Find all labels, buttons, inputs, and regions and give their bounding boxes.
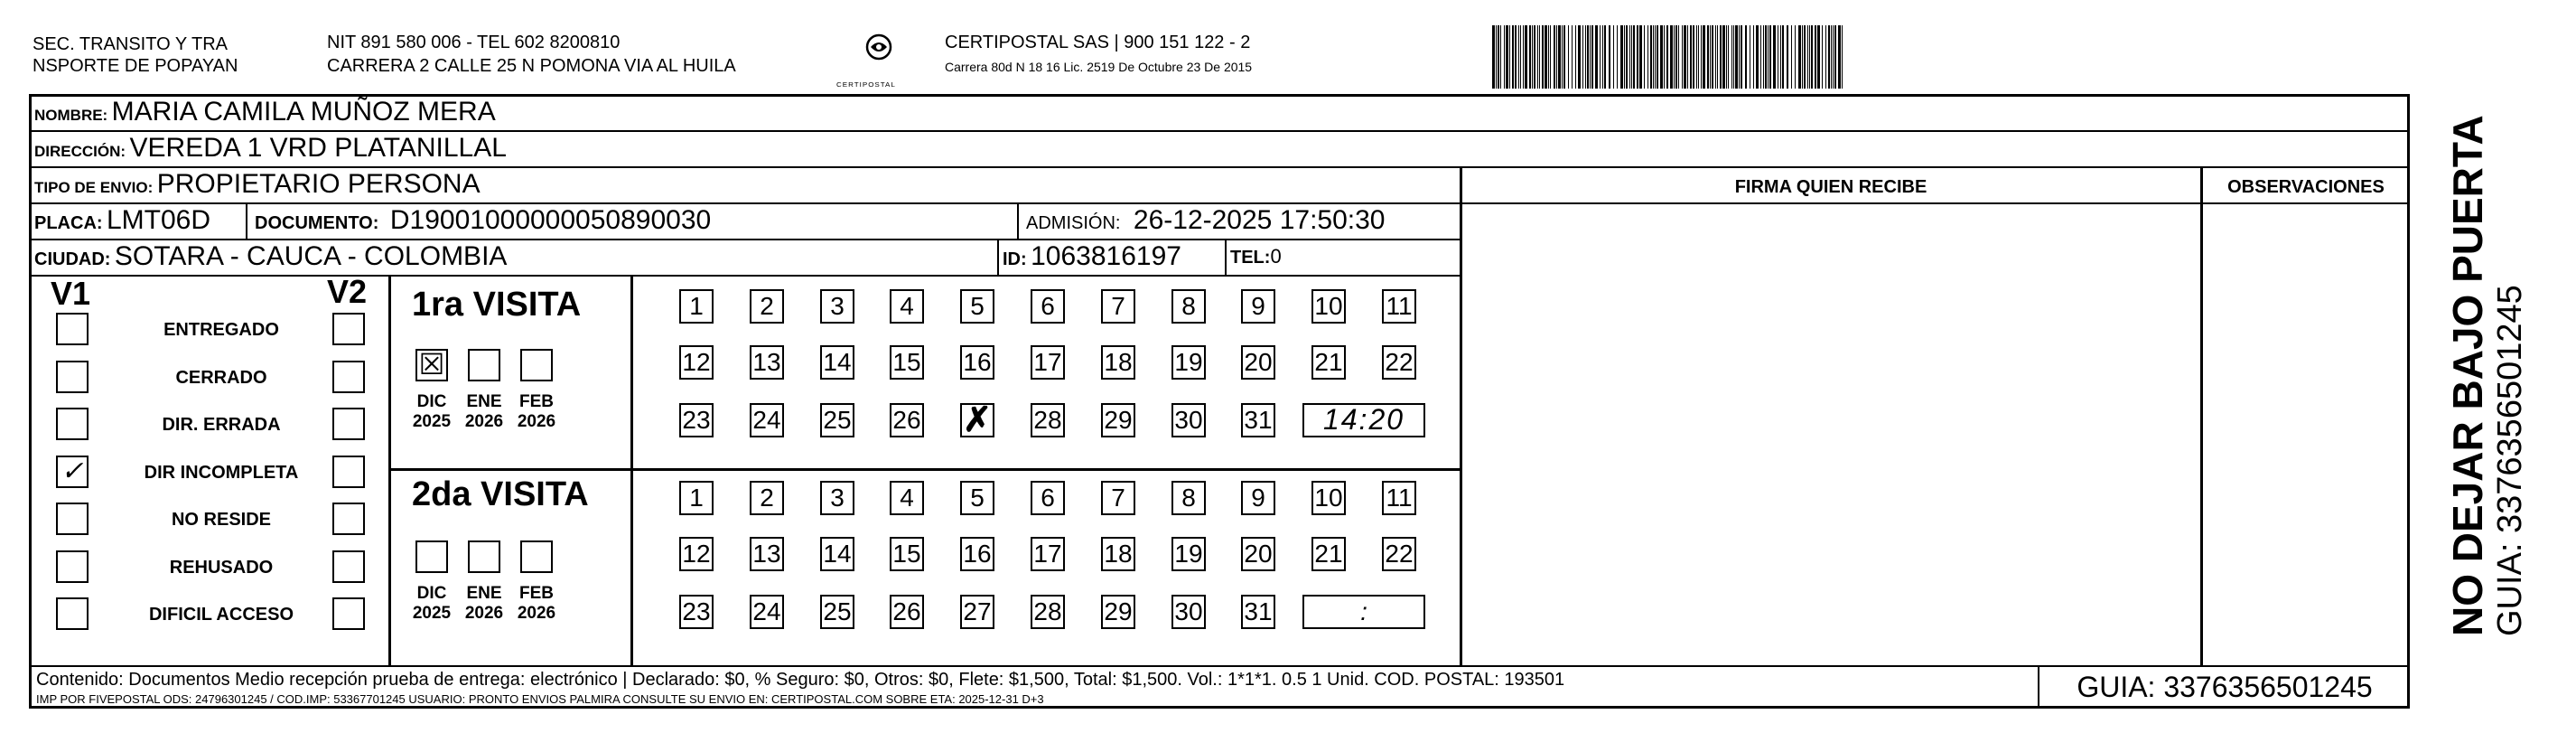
- visit2-day-box[interactable]: 17: [1031, 537, 1065, 571]
- v1-checkbox[interactable]: [56, 503, 89, 535]
- barcode-bar: [1626, 25, 1628, 89]
- barcode-bar: [1769, 25, 1771, 89]
- barcode-bar: [1644, 25, 1645, 89]
- barcode-bar: [1733, 25, 1734, 89]
- visit1-day-box[interactable]: 17: [1031, 345, 1065, 380]
- visit2-day-box[interactable]: 14: [820, 537, 854, 571]
- barcode-bar: [1791, 25, 1792, 89]
- license-line: Carrera 80d N 18 16 Lic. 2519 De Octubre 23 De 2015: [945, 60, 1253, 74]
- tel-value: 0: [1270, 245, 1282, 268]
- barcode-bar: [1518, 25, 1519, 89]
- barcode-bar: [1765, 25, 1767, 89]
- barcode-bar: [1666, 25, 1668, 89]
- status-label: DIFICIL ACCESO: [148, 605, 294, 625]
- visit2-day-box[interactable]: 31: [1241, 595, 1275, 629]
- visit1-month-name: DIC: [416, 392, 447, 411]
- type-label: TIPO DE ENVIO:: [34, 179, 154, 196]
- plate-row: [34, 204, 210, 241]
- barcode-bar: [1548, 25, 1549, 89]
- visit1-day-box[interactable]: 11: [1382, 289, 1416, 324]
- visit1-day-box[interactable]: 23: [679, 403, 714, 437]
- visit2-day-box[interactable]: 21: [1311, 537, 1346, 571]
- visit2-day-box[interactable]: 28: [1031, 595, 1065, 629]
- signature-area[interactable]: [1461, 204, 2200, 663]
- admission-value: 26-12-2025 17:50:30: [1133, 205, 1386, 235]
- document-row: [255, 204, 711, 241]
- barcode-bar: [1756, 25, 1759, 89]
- v1-checkbox[interactable]: ✓: [56, 456, 89, 488]
- visit1-day-box[interactable]: 9: [1241, 289, 1275, 324]
- rule-visit-months-right: [630, 275, 633, 665]
- side-guia: GUIA: 3376356501245: [2491, 285, 2529, 636]
- barcode-bar: [1529, 25, 1531, 89]
- tel-label: TEL:: [1230, 248, 1271, 268]
- visit1-day-box[interactable]: 15: [890, 345, 924, 380]
- visit2-month-checkbox[interactable]: [415, 540, 448, 573]
- barcode-bar: [1545, 25, 1547, 89]
- barcode-bar: [1506, 25, 1508, 89]
- name-value: MARIA CAMILA MUÑOZ MERA: [111, 97, 496, 127]
- visit2-day-box[interactable]: 16: [960, 537, 994, 571]
- document-label: DOCUMENTO:: [255, 213, 379, 233]
- visit1-day-box[interactable]: 31: [1241, 403, 1275, 437]
- visit2-time-box[interactable]: :: [1302, 595, 1425, 629]
- barcode-bar: [1728, 25, 1729, 89]
- visit2-day-box[interactable]: 6: [1031, 481, 1065, 515]
- v2-checkbox[interactable]: [332, 313, 365, 345]
- barcode-bar: [1624, 25, 1625, 89]
- visit2-day-box[interactable]: 24: [750, 595, 784, 629]
- visit1-time-box[interactable]: 14:20: [1302, 403, 1425, 437]
- barcode-bar: [1741, 25, 1742, 89]
- barcode-bar: [1525, 25, 1527, 89]
- company-line: CERTIPOSTAL SAS | 900 151 122 - 2: [945, 33, 1251, 52]
- type-row: [34, 168, 481, 205]
- address-row: [34, 132, 507, 169]
- barcode-bar: [1825, 25, 1826, 89]
- visit2-day-box[interactable]: 5: [960, 481, 994, 515]
- barcode-bar: [1763, 25, 1764, 89]
- tel-row: [1230, 240, 1282, 274]
- visit2-day-box[interactable]: 15: [890, 537, 924, 571]
- visit1-day-box[interactable]: 10: [1311, 289, 1346, 324]
- barcode-bar: [1568, 25, 1570, 89]
- barcode-bar: [1590, 25, 1591, 89]
- v1-checkbox[interactable]: [56, 313, 89, 345]
- barcode-bar: [1639, 25, 1642, 89]
- barcode-bar: [1582, 25, 1583, 89]
- barcode-bar: [1804, 25, 1806, 89]
- barcode-bar: [1631, 25, 1632, 89]
- visit1-month-checkbox[interactable]: ☒: [415, 349, 448, 381]
- visit2-title: 2da VISITA: [412, 475, 589, 513]
- barcode-bar: [1715, 25, 1716, 89]
- barcode-bar: [1587, 25, 1589, 89]
- v1-checkbox[interactable]: [56, 550, 89, 583]
- rule-plate-doc: [246, 204, 247, 239]
- barcode-bar: [1739, 25, 1740, 89]
- visit1-day-box[interactable]: 4: [890, 289, 924, 324]
- barcode-bar: [1838, 25, 1841, 89]
- visit2-day-box[interactable]: 11: [1382, 481, 1416, 515]
- barcode-bar: [1787, 25, 1788, 89]
- visit1-month-checkbox[interactable]: [520, 349, 553, 381]
- v2-checkbox[interactable]: [332, 550, 365, 583]
- barcode-bar: [1563, 25, 1565, 89]
- v2-header: V2: [327, 273, 368, 310]
- visit2-day-box[interactable]: 18: [1101, 537, 1135, 571]
- visit1-day-box[interactable]: 6: [1031, 289, 1065, 324]
- city-row: [34, 240, 507, 277]
- barcode-bar: [1515, 25, 1517, 89]
- status-label: DIR INCOMPLETA: [144, 463, 299, 483]
- barcode-bar: [1710, 25, 1711, 89]
- visit2-day-box[interactable]: 19: [1171, 537, 1206, 571]
- barcode-bar: [1753, 25, 1754, 89]
- barcode-bar: [1698, 25, 1699, 89]
- visit2-month-year: 2026: [464, 604, 504, 623]
- do-not-leave-warning: NO DEJAR BAJO PUERTA: [2444, 115, 2491, 636]
- visit2-day-box[interactable]: 27: [960, 595, 994, 629]
- visit1-month-name: FEB: [519, 392, 554, 411]
- barcode-bar: [1512, 25, 1514, 89]
- status-label: ENTREGADO: [163, 320, 279, 340]
- visit2-day-box[interactable]: 12: [679, 537, 714, 571]
- status-label: CERRADO: [175, 368, 267, 388]
- barcode-bar: [1720, 25, 1722, 89]
- barcode-bar: [1735, 25, 1738, 89]
- side-warning: [2444, 115, 2529, 636]
- barcode-bar: [1550, 25, 1551, 89]
- barcode-bar: [1504, 25, 1505, 89]
- barcode-bar: [1520, 25, 1521, 89]
- barcode-bar: [1745, 25, 1747, 89]
- observations-area[interactable]: [2203, 204, 2409, 663]
- visit1-day-box[interactable]: 20: [1241, 345, 1275, 380]
- visit1-day-box[interactable]: 24: [750, 403, 784, 437]
- barcode-bar: [1534, 25, 1535, 89]
- barcode-bar: [1726, 25, 1727, 89]
- id-row: [1003, 240, 1181, 277]
- visit1-day-box[interactable]: 21: [1311, 345, 1346, 380]
- visit1-day-box[interactable]: 5: [960, 289, 994, 324]
- v1-checkbox[interactable]: [56, 597, 89, 630]
- visit2-month-name: ENE: [466, 584, 502, 603]
- v2-checkbox[interactable]: [332, 503, 365, 535]
- visit1-day-box[interactable]: 1: [679, 289, 714, 324]
- nit-line: NIT 891 580 006 - TEL 602 8200810: [327, 33, 621, 52]
- barcode-bar: [1664, 25, 1665, 89]
- visit2-month-checkbox[interactable]: [468, 540, 500, 573]
- barcode-bar: [1572, 25, 1573, 89]
- visit1-day-box[interactable]: 13: [750, 345, 784, 380]
- barcode-bar: [1687, 25, 1688, 89]
- barcode-bar: [1556, 25, 1557, 89]
- admission-label: ADMISIÓN:: [1026, 213, 1121, 233]
- barcode-bar: [1798, 25, 1801, 89]
- visit2-day-box[interactable]: 26: [890, 595, 924, 629]
- visit1-day-box[interactable]: 16: [960, 345, 994, 380]
- barcode-bar: [1604, 25, 1606, 89]
- visit2-day-box[interactable]: 23: [679, 595, 714, 629]
- barcode-bar: [1657, 25, 1658, 89]
- v2-checkbox[interactable]: [332, 456, 365, 488]
- visit2-day-box[interactable]: 2: [750, 481, 784, 515]
- visit2-day-box[interactable]: 25: [820, 595, 854, 629]
- status-label: REHUSADO: [169, 558, 274, 578]
- barcode-bar: [1701, 25, 1702, 89]
- tracking-barcode: [1492, 25, 1844, 89]
- signature-header: FIRMA QUIEN RECIBE: [1734, 177, 1927, 197]
- barcode-bar: [1609, 25, 1610, 89]
- rule-doc-admission: [1017, 204, 1019, 239]
- barcode-bar: [1807, 25, 1808, 89]
- visit2-day-box[interactable]: 30: [1171, 595, 1206, 629]
- rule-id-tel: [1225, 240, 1227, 275]
- barcode-bar: [1613, 25, 1614, 89]
- visit2-day-box[interactable]: 13: [750, 537, 784, 571]
- visit1-title: 1ra VISITA: [412, 286, 582, 324]
- visit1-day-box[interactable]: 26: [890, 403, 924, 437]
- barcode-bar: [1834, 25, 1836, 89]
- barcode-bar: [1653, 25, 1654, 89]
- city-label: CIUDAD:: [34, 249, 111, 269]
- barcode-bar: [1537, 25, 1538, 89]
- barcode-bar: [1562, 25, 1563, 89]
- logo-caption: CERTIPOSTAL: [836, 80, 896, 89]
- visit2-day-box[interactable]: 29: [1101, 595, 1135, 629]
- visit1-month-year: 2026: [517, 412, 556, 431]
- visit2-day-box[interactable]: 8: [1171, 481, 1206, 515]
- barcode-bar: [1768, 25, 1769, 89]
- rule-footer: [29, 665, 2410, 667]
- visit2-month-year: 2025: [412, 604, 452, 623]
- barcode-bar: [1760, 25, 1761, 89]
- barcode-bar: [1532, 25, 1533, 89]
- visit1-day-box[interactable]: 2: [750, 289, 784, 324]
- barcode-bar: [1542, 25, 1544, 89]
- barcode-bar: [1595, 25, 1598, 89]
- observations-header: OBSERVACIONES: [2227, 177, 2385, 197]
- type-value: PROPIETARIO PERSONA: [156, 169, 481, 199]
- barcode-bar: [1696, 25, 1697, 89]
- admission-row: [1026, 204, 1385, 241]
- barcode-bar: [1675, 25, 1677, 89]
- v2-checkbox[interactable]: [332, 361, 365, 393]
- barcode-bar: [1707, 25, 1709, 89]
- visit2-day-box[interactable]: 10: [1311, 481, 1346, 515]
- barcode-bar: [1633, 25, 1635, 89]
- barcode-bar: [1647, 25, 1648, 89]
- barcode-bar: [1492, 25, 1495, 89]
- v1-checkbox[interactable]: [56, 361, 89, 393]
- barcode-bar: [1809, 25, 1810, 89]
- visit1-day-box[interactable]: 8: [1171, 289, 1206, 324]
- barcode-bar: [1773, 25, 1776, 89]
- barcode-bar: [1815, 25, 1816, 89]
- visit1-day-box[interactable]: 29: [1101, 403, 1135, 437]
- barcode-bar: [1828, 25, 1830, 89]
- barcode-bar: [1600, 25, 1601, 89]
- imp-line: IMP POR FIVEPOSTAL ODS: 24796301245 / COD.IMP: 53367701245 USUARIO: PRONTO ENVIOS PALMIRA CONSULTE SU ENVIO EN: CERTIPOSTAL.COM SOBRE ETA: 2025-12-31 D+3: [36, 692, 1044, 706]
- barcode-bar: [1575, 25, 1576, 89]
- barcode-bar: [1682, 25, 1683, 89]
- barcode-bar: [1637, 25, 1638, 89]
- status-label: NO RESIDE: [171, 510, 272, 530]
- barcode-bar: [1690, 25, 1692, 89]
- plate-label: PLACA:: [34, 213, 103, 233]
- barcode-bar: [1500, 25, 1501, 89]
- v2-checkbox[interactable]: [332, 408, 365, 440]
- address-value: VEREDA 1 VRD PLATANILLAL: [129, 133, 507, 163]
- visit2-day-box[interactable]: 4: [890, 481, 924, 515]
- visit1-day-box[interactable]: 22: [1382, 345, 1416, 380]
- barcode-bar: [1602, 25, 1603, 89]
- barcode-bar: [1817, 25, 1820, 89]
- barcode-bar: [1795, 25, 1796, 89]
- barcode-bar: [1591, 25, 1593, 89]
- barcode-bar: [1717, 25, 1718, 89]
- barcode-bar: [1842, 25, 1843, 89]
- visit1-day-box[interactable]: ✗: [960, 403, 994, 437]
- visit2-month-name: DIC: [416, 584, 447, 603]
- certipostal-logo: [858, 33, 900, 74]
- barcode-bar: [1782, 25, 1784, 89]
- visit1-month-checkbox[interactable]: [468, 349, 500, 381]
- barcode-bar: [1831, 25, 1832, 89]
- barcode-bar: [1496, 25, 1497, 89]
- visit2-month-year: 2026: [517, 604, 556, 623]
- city-value: SOTARA - CAUCA - COLOMBIA: [114, 241, 508, 271]
- visit1-day-box[interactable]: 7: [1101, 289, 1135, 324]
- barcode-bar: [1655, 25, 1656, 89]
- v1-header: V1: [51, 275, 91, 312]
- visit1-day-box[interactable]: 18: [1101, 345, 1135, 380]
- barcode-bar: [1523, 25, 1524, 89]
- barcode-bar: [1498, 25, 1499, 89]
- barcode-bar: [1811, 25, 1813, 89]
- barcode-bar: [1585, 25, 1586, 89]
- barcode-bar: [1539, 25, 1540, 89]
- visit1-day-box[interactable]: 28: [1031, 403, 1065, 437]
- visit2-day-box[interactable]: 3: [820, 481, 854, 515]
- id-value: 1063816197: [1031, 241, 1181, 271]
- barcode-bar: [1802, 25, 1803, 89]
- visit2-day-box[interactable]: 7: [1101, 481, 1135, 515]
- barcode-bar: [1670, 25, 1673, 89]
- barcode-bar: [1684, 25, 1686, 89]
- visit2-day-box[interactable]: 20: [1241, 537, 1275, 571]
- visit1-day-box[interactable]: 14: [820, 345, 854, 380]
- sender-line-1: SEC. TRANSITO Y TRA: [33, 34, 228, 54]
- barcode-bar: [1833, 25, 1834, 89]
- status-label: DIR. ERRADA: [162, 415, 281, 435]
- address-label: DIRECCIÓN:: [34, 143, 126, 160]
- barcode-bar: [1712, 25, 1713, 89]
- barcode-bar: [1674, 25, 1675, 89]
- visit2-month-name: FEB: [519, 584, 554, 603]
- barcode-bar: [1678, 25, 1679, 89]
- plate-value: LMT06D: [107, 205, 211, 235]
- barcode-bar: [1629, 25, 1630, 89]
- visit2-day-box[interactable]: 22: [1382, 537, 1416, 571]
- barcode-bar: [1660, 25, 1663, 89]
- visit1-day-box[interactable]: 12: [679, 345, 714, 380]
- v1-checkbox[interactable]: [56, 408, 89, 440]
- visit2-day-box[interactable]: 1: [679, 481, 714, 515]
- barcode-bar: [1703, 25, 1705, 89]
- visit1-day-box[interactable]: 3: [820, 289, 854, 324]
- sender-line-2: NSPORTE DE POPAYAN: [33, 56, 238, 76]
- barcode-bar: [1722, 25, 1725, 89]
- barcode-bar: [1693, 25, 1694, 89]
- barcode-bar: [1617, 25, 1618, 89]
- name-label: NOMBRE:: [34, 107, 108, 124]
- id-label: ID:: [1003, 249, 1027, 269]
- barcode-bar: [1620, 25, 1623, 89]
- name-row: [34, 96, 496, 133]
- document-value: D19001000000050890030: [389, 205, 712, 235]
- visit1-month-year: 2026: [464, 412, 504, 431]
- visit1-month-name: ENE: [466, 392, 502, 411]
- barcode-bar: [1650, 25, 1652, 89]
- barcode-bar: [1554, 25, 1555, 89]
- barcode-bar: [1780, 25, 1781, 89]
- visit2-month-checkbox[interactable]: [520, 540, 553, 573]
- barcode-bar: [1578, 25, 1581, 89]
- barcode-bar: [1509, 25, 1510, 89]
- footer-guia: GUIA: 3376356501245: [2077, 671, 2373, 703]
- visit1-month-year: 2025: [412, 412, 452, 431]
- rule-visits: [390, 468, 1461, 471]
- rule-city-id: [997, 240, 999, 275]
- v2-checkbox[interactable]: [332, 597, 365, 630]
- visit1-day-box[interactable]: 30: [1171, 403, 1206, 437]
- barcode-bar: [1731, 25, 1733, 89]
- barcode-bar: [1558, 25, 1561, 89]
- visit2-day-box[interactable]: 9: [1241, 481, 1275, 515]
- address-line: CARRERA 2 CALLE 25 N POMONA VIA AL HUILA: [327, 56, 736, 76]
- visit1-day-box[interactable]: 25: [820, 403, 854, 437]
- barcode-bar: [1822, 25, 1823, 89]
- contents-line: Contenido: Documentos Medio recepción prueba de entrega: electrónico | Declarado: $0, % Seguro: $0, Otros: $0, Flete: $1,500, Total: $1,500. Vol.: 1*1*1. 0.5 1 Unid. COD. POSTAL: 193501: [36, 670, 1565, 690]
- visit1-day-box[interactable]: 19: [1171, 345, 1206, 380]
